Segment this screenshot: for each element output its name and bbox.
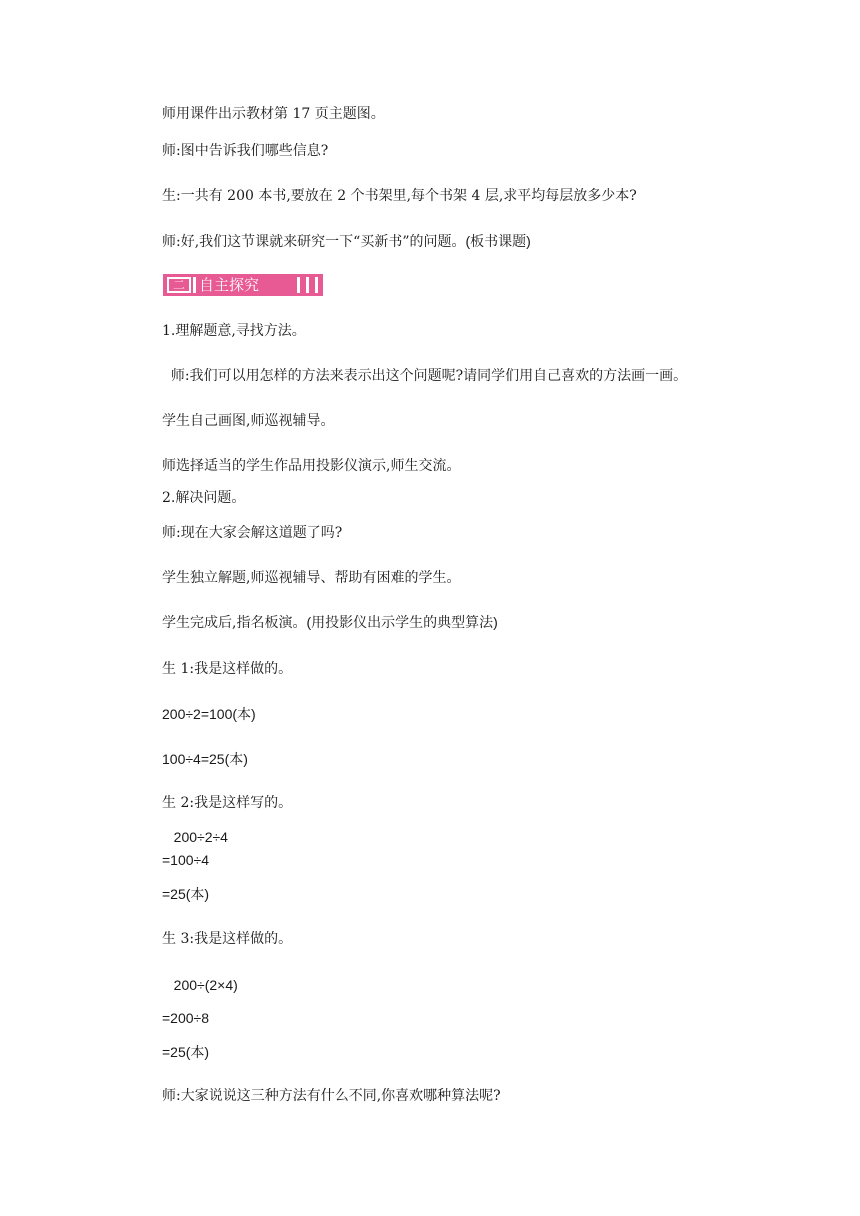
paragraph: 师:现在大家会解这道题了吗? bbox=[162, 525, 343, 541]
paragraph: 师:我们可以用怎样的方法来表示出这个问题呢?请同学们用自己喜欢的方法画一画。 bbox=[162, 368, 688, 384]
math-line: =25(本) bbox=[162, 886, 210, 902]
board-note: (板书课题) bbox=[465, 233, 531, 249]
math-line: 200÷2÷4 bbox=[162, 829, 228, 845]
paragraph: 学生自己画图,师巡视辅导。 bbox=[162, 413, 335, 429]
paragraph: 师:大家说说这三种方法有什么不同,你喜欢哪种算法呢? bbox=[162, 1088, 501, 1104]
paragraph: 师选择适当的学生作品用投影仪演示,师生交流。 bbox=[162, 458, 461, 474]
student-answer-label: 生 3:我是这样做的。 bbox=[162, 931, 293, 947]
board-note: (用投影仪出示学生的典型算法) bbox=[306, 614, 498, 630]
banner-divider bbox=[193, 277, 196, 293]
student-answer-label: 生 2:我是这样写的。 bbox=[162, 795, 293, 811]
math-line: =100÷4 bbox=[162, 852, 210, 868]
paragraph-text: 学生完成后,指名板演。 bbox=[162, 615, 307, 631]
math-line: =200÷8 bbox=[162, 1010, 210, 1026]
student-answer-label: 生 1:我是这样做的。 bbox=[162, 661, 293, 677]
paragraph-text: 师:好,我们这节课就来研究一下“买新书”的问题。 bbox=[162, 234, 466, 250]
paragraph: 师:图中告诉我们哪些信息? bbox=[162, 143, 329, 159]
paragraph bbox=[162, 232, 531, 251]
math-line: =25(本) bbox=[162, 1044, 210, 1060]
subheading: 1.理解题意,寻找方法。 bbox=[162, 323, 306, 339]
section-banner bbox=[163, 274, 323, 296]
math-line: 100÷4=25(本) bbox=[162, 751, 248, 767]
math-line: 200÷2=100(本) bbox=[162, 706, 256, 722]
banner-stripe bbox=[306, 277, 309, 293]
section-number: 二 bbox=[167, 277, 191, 293]
section-title: 自主探究 bbox=[199, 276, 260, 294]
banner-stripe bbox=[297, 277, 300, 293]
paragraph: 师用课件出示教材第 17 页主题图。 bbox=[162, 106, 385, 122]
paragraph bbox=[162, 613, 498, 632]
subheading: 2.解决问题。 bbox=[162, 490, 246, 506]
banner-stripe bbox=[315, 277, 318, 293]
paragraph: 生:一共有 200 本书,要放在 2 个书架里,每个书架 4 层,求平均每层放多少本? bbox=[162, 188, 637, 204]
paragraph: 学生独立解题,师巡视辅导、帮助有困难的学生。 bbox=[162, 570, 461, 586]
math-line: 200÷(2×4) bbox=[162, 977, 238, 993]
